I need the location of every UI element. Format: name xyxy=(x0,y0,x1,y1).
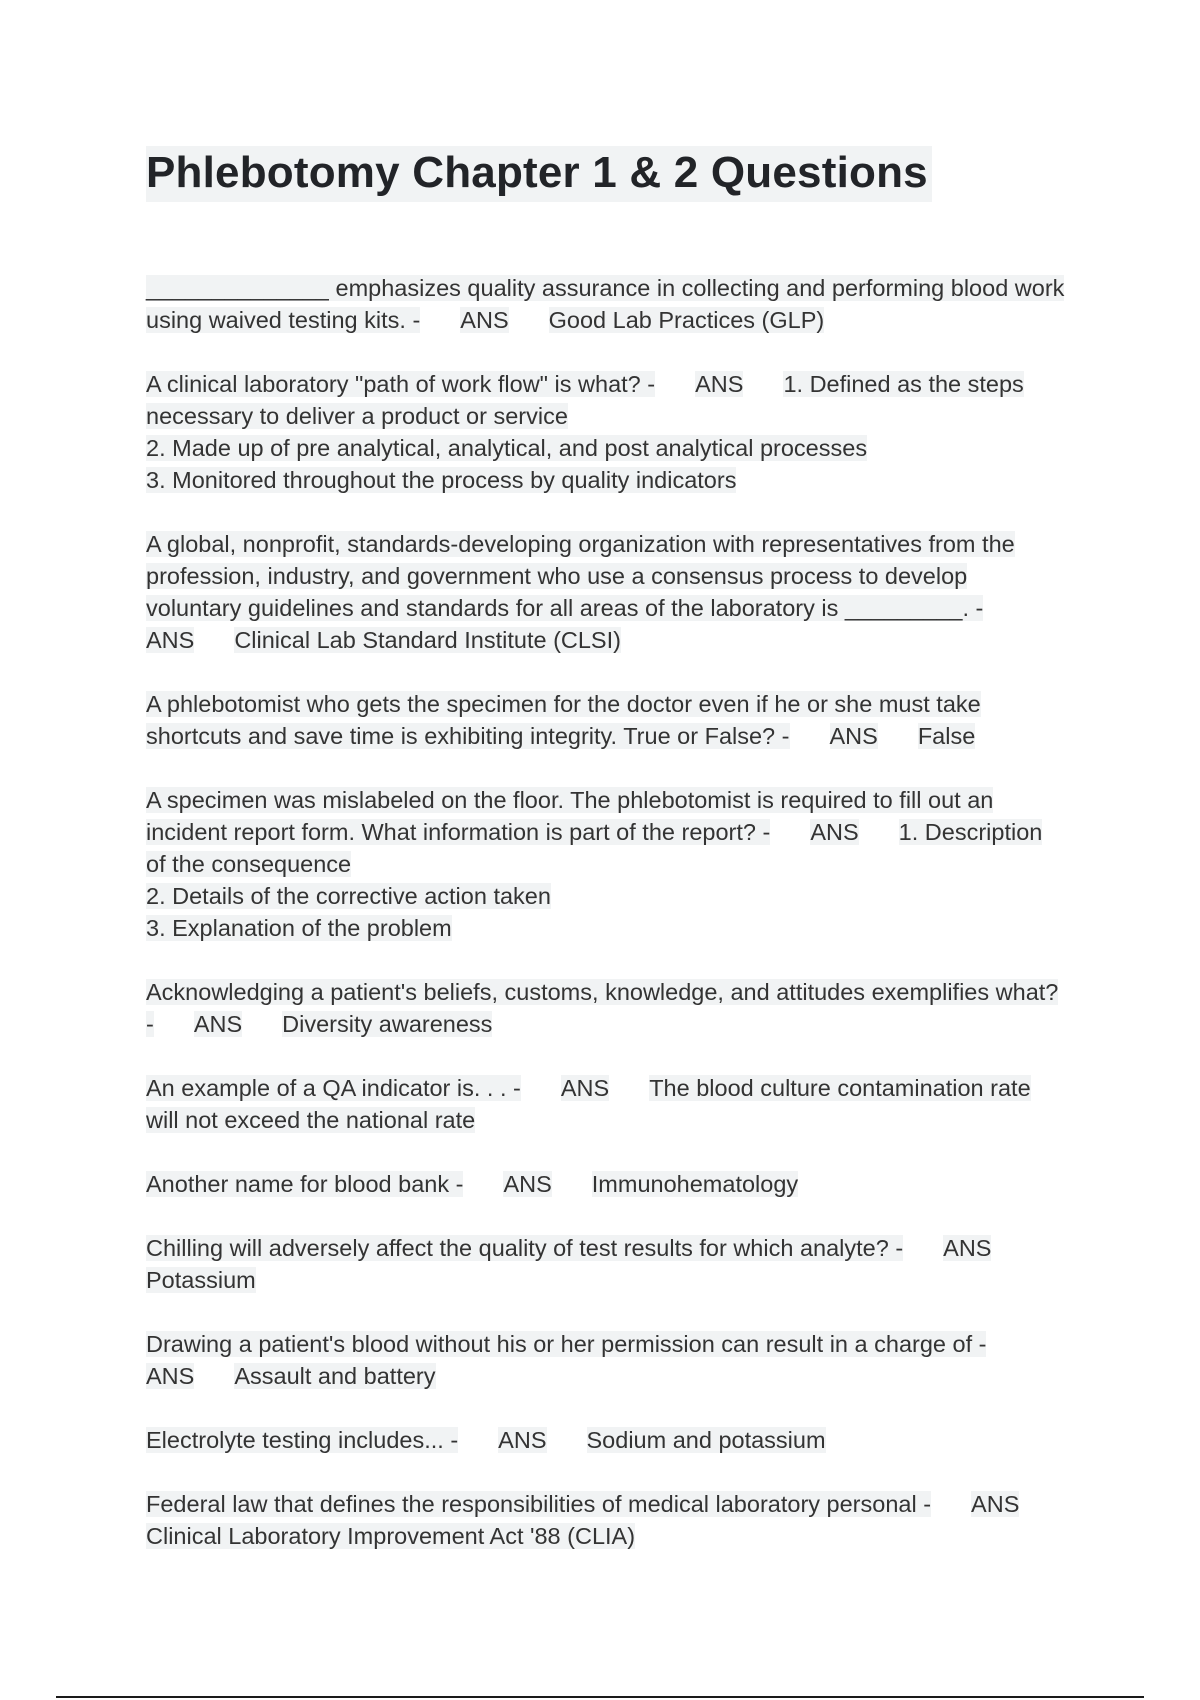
answer-text: Assault and battery xyxy=(234,1363,436,1389)
ans-label: ANS xyxy=(498,1427,547,1453)
qa-item xyxy=(146,1168,1066,1200)
answer-text: Immunohematology xyxy=(591,1171,799,1197)
qa-item xyxy=(146,1072,1066,1136)
qa-item xyxy=(146,784,1066,944)
qa-item xyxy=(146,1328,1066,1392)
answer-text: Potassium xyxy=(146,1267,256,1293)
qa-list xyxy=(146,272,1066,1584)
qa-item xyxy=(146,368,1066,496)
ans-label: ANS xyxy=(695,371,744,397)
qa-item xyxy=(146,528,1066,656)
ans-label: ANS xyxy=(460,307,509,333)
qa-item xyxy=(146,976,1066,1040)
ans-label: ANS xyxy=(146,1363,195,1389)
qa-item xyxy=(146,1232,1066,1296)
answer-text: Good Lab Practices (GLP) xyxy=(548,307,825,333)
question-text: A global, nonprofit, standards-developing organization with representatives from the profession, industry, and government who use a consensus process to develop voluntary guidelines and standards for all areas of the laboratory is _________. - xyxy=(146,531,1015,621)
blank-prefix: ______________ xyxy=(146,275,329,301)
ans-label: ANS xyxy=(193,1011,243,1037)
answer-line: 3. Monitored throughout the process by quality indicators xyxy=(146,467,737,493)
ans-label: ANS xyxy=(560,1075,610,1101)
question-text: Federal law that defines the responsibilities of medical laboratory personal - xyxy=(146,1491,932,1517)
answer-text: 1. Defined as the steps necessary to deliver a product or service xyxy=(146,371,1024,429)
ans-label: ANS xyxy=(943,1235,992,1261)
qa-item xyxy=(146,1488,1066,1552)
answer-line: 3. Explanation of the problem xyxy=(146,915,452,941)
answer-text: False xyxy=(917,723,976,749)
answer-line: 2. Made up of pre analytical, analytical, and post analytical processes xyxy=(146,435,868,461)
question-text: Electrolyte testing includes... - xyxy=(146,1427,459,1453)
answer-line: 2. Details of the corrective action taken xyxy=(146,883,551,909)
document-title: Phlebotomy Chapter 1 & 2 Questions xyxy=(146,146,932,202)
question-text: Another name for blood bank - xyxy=(146,1171,464,1197)
answer-text: Clinical Lab Standard Institute (CLSI) xyxy=(234,627,621,653)
qa-item xyxy=(146,1424,1066,1456)
ans-label: ANS xyxy=(829,723,878,749)
qa-item xyxy=(146,688,1066,752)
question-text: Acknowledging a patient's beliefs, customs, knowledge, and attitudes exemplifies what? - xyxy=(146,979,1059,1037)
question-text: A phlebotomist who gets the specimen for the doctor even if he or she must take shortcuts and save time is exhibiting integrity. True or False? - xyxy=(146,691,981,749)
answer-text: 1. Description of the consequence xyxy=(146,819,1043,877)
ans-label: ANS xyxy=(146,627,195,653)
answer-text: Sodium and potassium xyxy=(586,1427,826,1453)
answer-text: The blood culture contamination rate will not exceed the national rate xyxy=(146,1075,1031,1133)
question-text: A specimen was mislabeled on the floor. The phlebotomist is required to fill out an incident report form. What information is part of the report? - xyxy=(146,787,994,845)
footer-rule xyxy=(56,1696,1144,1698)
question-text: Drawing a patient's blood without his or her permission can result in a charge of - xyxy=(146,1331,987,1357)
qa-item xyxy=(146,272,1066,336)
ans-label: ANS xyxy=(810,819,859,845)
question-text: Chilling will adversely affect the quality of test results for which analyte? - xyxy=(146,1235,904,1261)
question-text: emphasizes quality assurance in collecting and performing blood work using waived testing kits. - xyxy=(146,275,1065,333)
question-text: A clinical laboratory "path of work flow" is what? - xyxy=(146,371,656,397)
ans-label: ANS xyxy=(503,1171,552,1197)
ans-label: ANS xyxy=(971,1491,1020,1517)
answer-text: Diversity awareness xyxy=(282,1011,493,1037)
question-text: An example of a QA indicator is. . . - xyxy=(146,1075,521,1101)
answer-text: Clinical Laboratory Improvement Act '88 (CLIA) xyxy=(146,1523,636,1549)
